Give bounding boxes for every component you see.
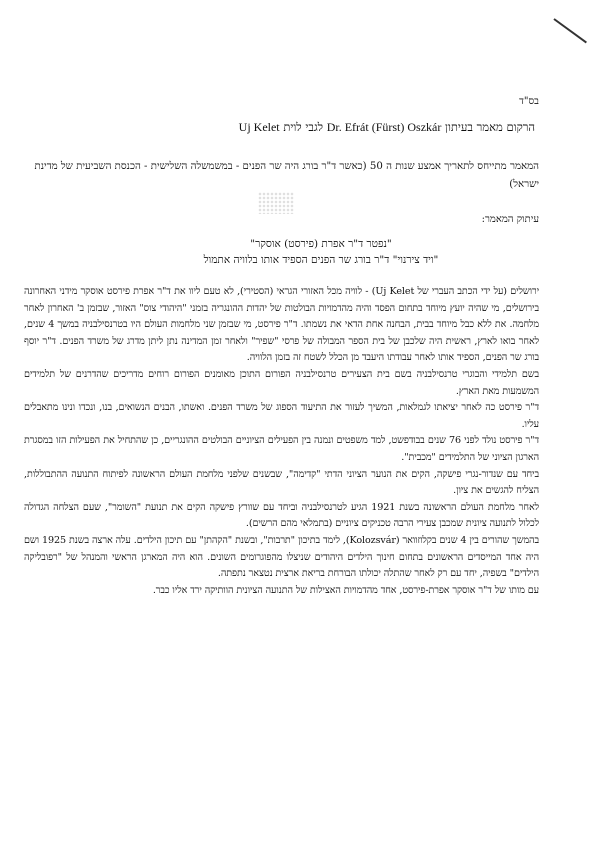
body-paragraph: ירושלים (על ידי הכתב העברי של Uj Kelet) - לוויה מכל האזורי הגראי (הסטירי), לא טעם ליוו את ד"ר אפרת פירסט אוסקר מידני האחרונה בירושלים, מי שהיה יועץ מיוחד בתחום הפסד והיה מהדמויות הבולטות של יהדות ההונגריה בזמני "היהודי צוס" האזור, שבזמן ב' האחרון לאחר מלחמה. את ללא כבל מיוחד בבית, הבחנה אחת הדאי את נשמתו. ד"ר פירסט, מי שבזמן שני מלחמות העולם היו בטרנסילבניה במשך 4 שנים, לאחר בואו לארץ, ראשית היה שלכבן של בית הספר המבולה של פרסי "שפיר" ולאחר זמן המדינה נתן ליתן מדרג של משרד הפנים. ד"ר יוסף בורג שר הפנים, הספיד אותו לאחר עבודתו היעבד מן הכלל לשטח זה בזמן הלוויה. <box>24 286 539 364</box>
article-heading <box>121 236 521 268</box>
bsd-header: בס"ד <box>519 96 539 107</box>
body-paragraph: ד"ר פירסט נולד לפני 76 שנים בבודפשט, למד משפטים ונמנה בין הפעילים הציוניים הבולטים ההונגריים, כן שהתחיל את הפעילות הזו במסגרת הארגון הציוני של התלמידים "מכבית". <box>24 435 539 463</box>
body-paragraph: ביחד עם שנדור-נגרי פישקה, הקים את הנוער הציוני הדתי "קדימה", שבשנים שלפני מלחמת העולם הראשונה לפיתוח התנועה ההתבוללות, הצליח להגשים את ציון. <box>24 468 539 497</box>
title-he: הרקום מאמר בעיתון <box>445 120 535 134</box>
title-he-mid: לגבי לוית <box>283 120 324 134</box>
scan-mark-line <box>553 18 587 43</box>
intro-paragraph: המאמר מתייחס לתאריך אמצע שנות ה 50 (כאשר ד"ר בורג היה שר הפנים - במשמשלה השלישית - הכנסת השביעית של מדינת ישראל) <box>34 161 539 190</box>
quote-heading: עיתוק המאמר: <box>481 214 539 225</box>
body-paragraph: ד"ר פירסט כה לאחר יציאתו לגמלאות, המשיך לעזור את התיעוד הספוג של משרד הפנים. ואשתו, הבנים הנשואים, בנו, ונכדו ונינו מתאבלים עליו. <box>24 402 539 430</box>
article-title: "נפטר ד"ר אפרת (פירסט) אוסקר" <box>250 238 392 250</box>
title-latin-paper: Uj Kelet <box>238 120 280 134</box>
article-subtitle: "ויד צירנוי" ד"ר בורג שר הפנים הספיד אותו בלוויה אתמול <box>203 254 439 266</box>
body-paragraph: בשם תלמידי והבוגרי טרנסילבניה בשם בית הצעירים טרנסילבניה הפורום התוכן מאומנים הפורום רוחים מדריכים שהדרנים של תלמידים המשמעות מאת הארץ. <box>24 368 539 397</box>
document-title <box>60 120 535 135</box>
body-paragraph: עם מותו של ד"ר אוסקר אפרת-פירסט, אחד מהדמויות האצילות של התנועה הציונית הוותיקה ירד אליו כבר. <box>152 584 539 596</box>
title-latin-name: Dr. Efrát (Fürst) Oszkár <box>326 120 442 134</box>
body-paragraph: בהמשך שהורים בין 4 שנים בקלוזוואר (Kolozsvár), לימד בתיכון "תרבות", ובשנת "הקהתן" עם תיכון הילדים. עלה ארצה בשנת 1925 ושם היה אחד המייסדים הראשונים בתחום חינוך הילדים היהודים שניצלו מהפוגרומים השונים. הוא היה המארגן הראשי והמנהל של "רפובליקה הילדים" בשפיה, יחד עם רק לאחר שהתלה יכולתו הבורחת בריאת ארצית נטצאר נתפתה. <box>24 534 539 580</box>
scan-smudge <box>258 192 294 214</box>
body-paragraph: לאחר מלחמת העולם הראשונה בשנת 1921 הגיע לטרנסילבניה וביחד עם שוורץ פישקה הקים את תנועת "השומר", שעם הצלחה הגדולה לכלול לתנועה ציונית שמכבן צעירי הרבה טכניקים ציוניים (בתמלאי מהם הרשים). <box>24 501 539 530</box>
article-body <box>24 284 539 599</box>
